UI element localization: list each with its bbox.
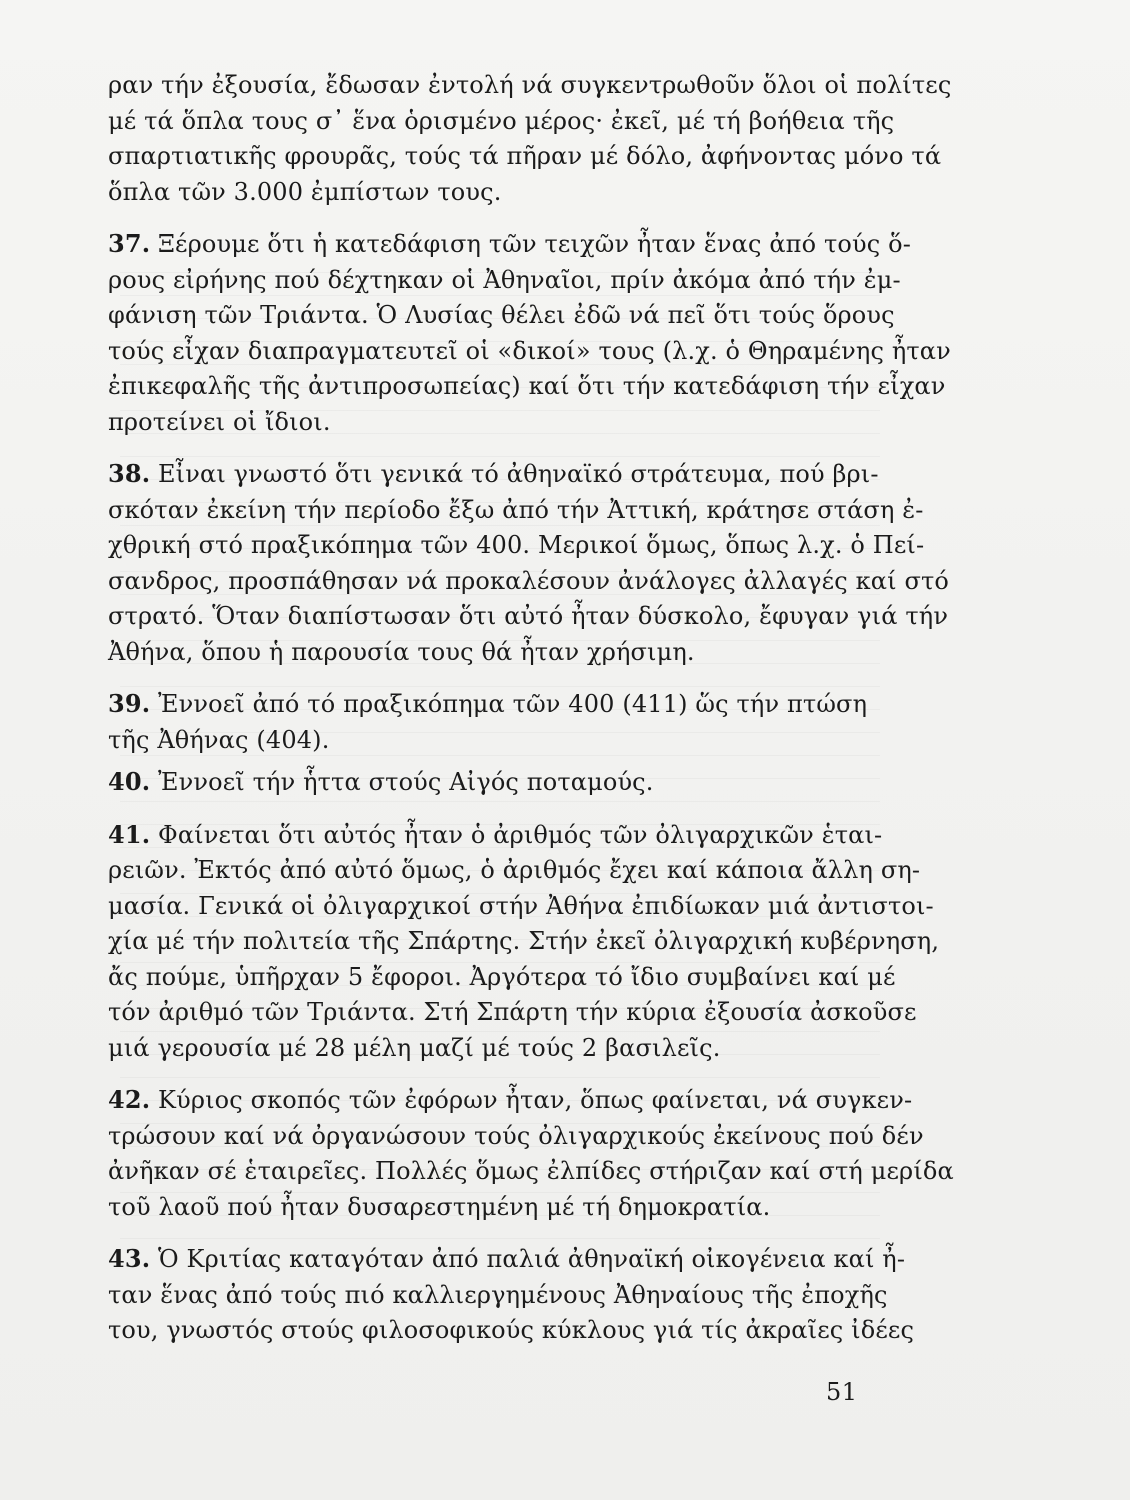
note-text: Εἶναι γνωστό ὅτι γενικά τό ἀθηναϊκό στράτευμα, πού βρι-: [150, 460, 879, 488]
note-text: Φαίνεται ὅτι αὐτός ἦταν ὁ ἀριθμός τῶν ὀλιγαρχικῶν ἑται-: [150, 820, 883, 849]
text-line: τῆς Ἀθήνας (404).: [108, 725, 330, 754]
text-line: τόν ἀριθμό τῶν Τριάντα. Στή Σπάρτη τήν κύρια ἐξουσία ἀσκοῦσε: [108, 998, 917, 1026]
note-number: 37.: [108, 229, 151, 258]
note-number: 38.: [108, 459, 151, 488]
text-line: ραν τήν ἐξουσία, ἔδωσαν ἐντολή νά συγκεντρωθοῦν ὅλοι οἱ πολίτες: [108, 71, 952, 99]
text-line: τούς εἶχαν διαπραγματευτεῖ οἱ «δικοί» τους (λ.χ. ὁ Θηραμένης ἦταν: [108, 336, 951, 365]
note-number: 39.: [108, 689, 151, 718]
note-41: [108, 817, 940, 1067]
note-text: Ἐννοεῖ ἀπό τό πραξικόπημα τῶν 400 (411) ὥς τήν πτώση: [150, 690, 868, 718]
note-number: 42.: [108, 1085, 151, 1114]
text-line: Ἀθήνα, ὅπου ἡ παρουσία τους θά ἦταν χρήσιμη.: [108, 637, 695, 666]
text-line: [108, 1082, 913, 1119]
note-text: Ἐννοεῖ τήν ἧττα στούς Αἰγός ποταμούς.: [150, 768, 654, 796]
text-line: ἐπικεφαλῆς τῆς ἀντιπροσωπείας) καί ὅτι τήν κατεδάφιση τήν εἶχαν: [108, 372, 946, 400]
text-line: ἀνῆκαν σέ ἑταιρεῖες. Πολλές ὅμως ἐλπίδες στήριζαν καί στή μερίδα: [108, 1157, 954, 1185]
text-line: [108, 456, 879, 493]
note-text: Ξέρουμε ὅτι ἡ κατεδάφιση τῶν τειχῶν ἦταν ἕνας ἀπό τούς ὅ-: [150, 230, 911, 258]
note-37: [108, 226, 951, 440]
text-line: ὅπλα τῶν 3.000 ἐμπίστων τους.: [108, 177, 502, 206]
note-text: Ὁ Κριτίας καταγόταν ἀπό παλιά ἀθηναϊκή οἰκογένεια καί ἦ-: [150, 1245, 906, 1273]
note-number: 41.: [108, 819, 151, 849]
text-line: ἄς πούμε, ὑπῆρχαν 5 ἔφοροι. Ἀργότερα τό ἴδιο συμβαίνει καί μέ: [108, 962, 896, 991]
text-line: χία μέ τήν πολιτεία τῆς Σπάρτης. Στήν ἐκεῖ ὀλιγαρχική κυβέρνηση,: [108, 927, 940, 955]
text-line: σανδρος, προσπάθησαν νά προκαλέσουν ἀνάλογες ἀλλαγές καί στό: [108, 566, 950, 595]
note-42: [108, 1082, 954, 1225]
note-43: [108, 1241, 915, 1349]
body-text: [108, 68, 954, 1349]
text-line: σκόταν ἐκείνη τήν περίοδο ἔξω ἀπό τήν Ἀττική, κράτησε στάση ἐ-: [108, 495, 924, 524]
note-40: [108, 764, 868, 801]
text-line: μασία. Γενικά οἱ ὀλιγαρχικοί στήν Ἀθήνα ἐπιδίωκαν μιά ἀντιστοι-: [108, 891, 934, 920]
text-line: προτείνει οἱ ἴδιοι.: [108, 407, 331, 436]
text-line: [108, 686, 868, 723]
note-38: [108, 456, 950, 670]
text-line: μιά γερουσία μέ 28 μέλη μαζί μέ τούς 2 βασιλεῖς.: [108, 1033, 721, 1062]
text-line: μέ τά ὅπλα τους σ᾿ ἕνα ὁρισμένο μέρος· ἐκεῖ, μέ τή βοήθεια τῆς: [108, 106, 895, 135]
continued-paragraph: [108, 68, 952, 210]
text-line: [108, 226, 911, 263]
page-number: 51: [826, 1378, 858, 1406]
note-number: 43.: [108, 1244, 151, 1273]
text-line: [108, 817, 883, 854]
text-line: σπαρτιατικῆς φρουρᾶς, τούς τά πῆραν μέ δόλο, ἀφήνοντας μόνο τά: [108, 142, 942, 170]
note-39: [108, 686, 868, 758]
text-line: ταν ἕνας ἀπό τούς πιό καλλιεργημένους Ἀθηναίους τῆς ἐποχῆς: [108, 1280, 888, 1309]
text-line: χθρική στό πραξικόπημα τῶν 400. Μερικοί ὅμως, ὅπως λ.χ. ὁ Πεί-: [108, 531, 925, 559]
text-line: ρους εἰρήνης πού δέχτηκαν οἱ Ἀθηναῖοι, πρίν ἀκόμα ἀπό τήν ἐμ-: [108, 265, 901, 294]
text-line: φάνιση τῶν Τριάντα. Ὁ Λυσίας θέλει ἐδῶ νά πεῖ ὅτι τούς ὅρους: [108, 301, 895, 329]
text-line: [108, 1241, 906, 1278]
text-line: τρώσουν καί νά ὀργανώσουν τούς ὀλιγαρχικούς ἐκείνους πού δέν: [108, 1121, 924, 1150]
text-line: στρατό. Ὅταν διαπίστωσαν ὅτι αὐτό ἦταν δύσκολο, ἔφυγαν γιά τήν: [108, 602, 949, 630]
text-line: ρειῶν. Ἐκτός ἀπό αὐτό ὅμως, ὁ ἀριθμός ἔχει καί κάποια ἄλλη ση-: [108, 856, 921, 884]
text-line: [108, 764, 868, 801]
text-line: του, γνωστός στούς φιλοσοφικούς κύκλους γιά τίς ἀκραῖες ἰδέες: [108, 1316, 915, 1344]
note-number: 40.: [108, 767, 151, 796]
text-line: τοῦ λαοῦ πού ἦταν δυσαρεστημένη μέ τή δημοκρατία.: [108, 1192, 771, 1221]
note-text: Κύριος σκοπός τῶν ἐφόρων ἦταν, ὅπως φαίνεται, νά συγκεν-: [150, 1086, 913, 1114]
